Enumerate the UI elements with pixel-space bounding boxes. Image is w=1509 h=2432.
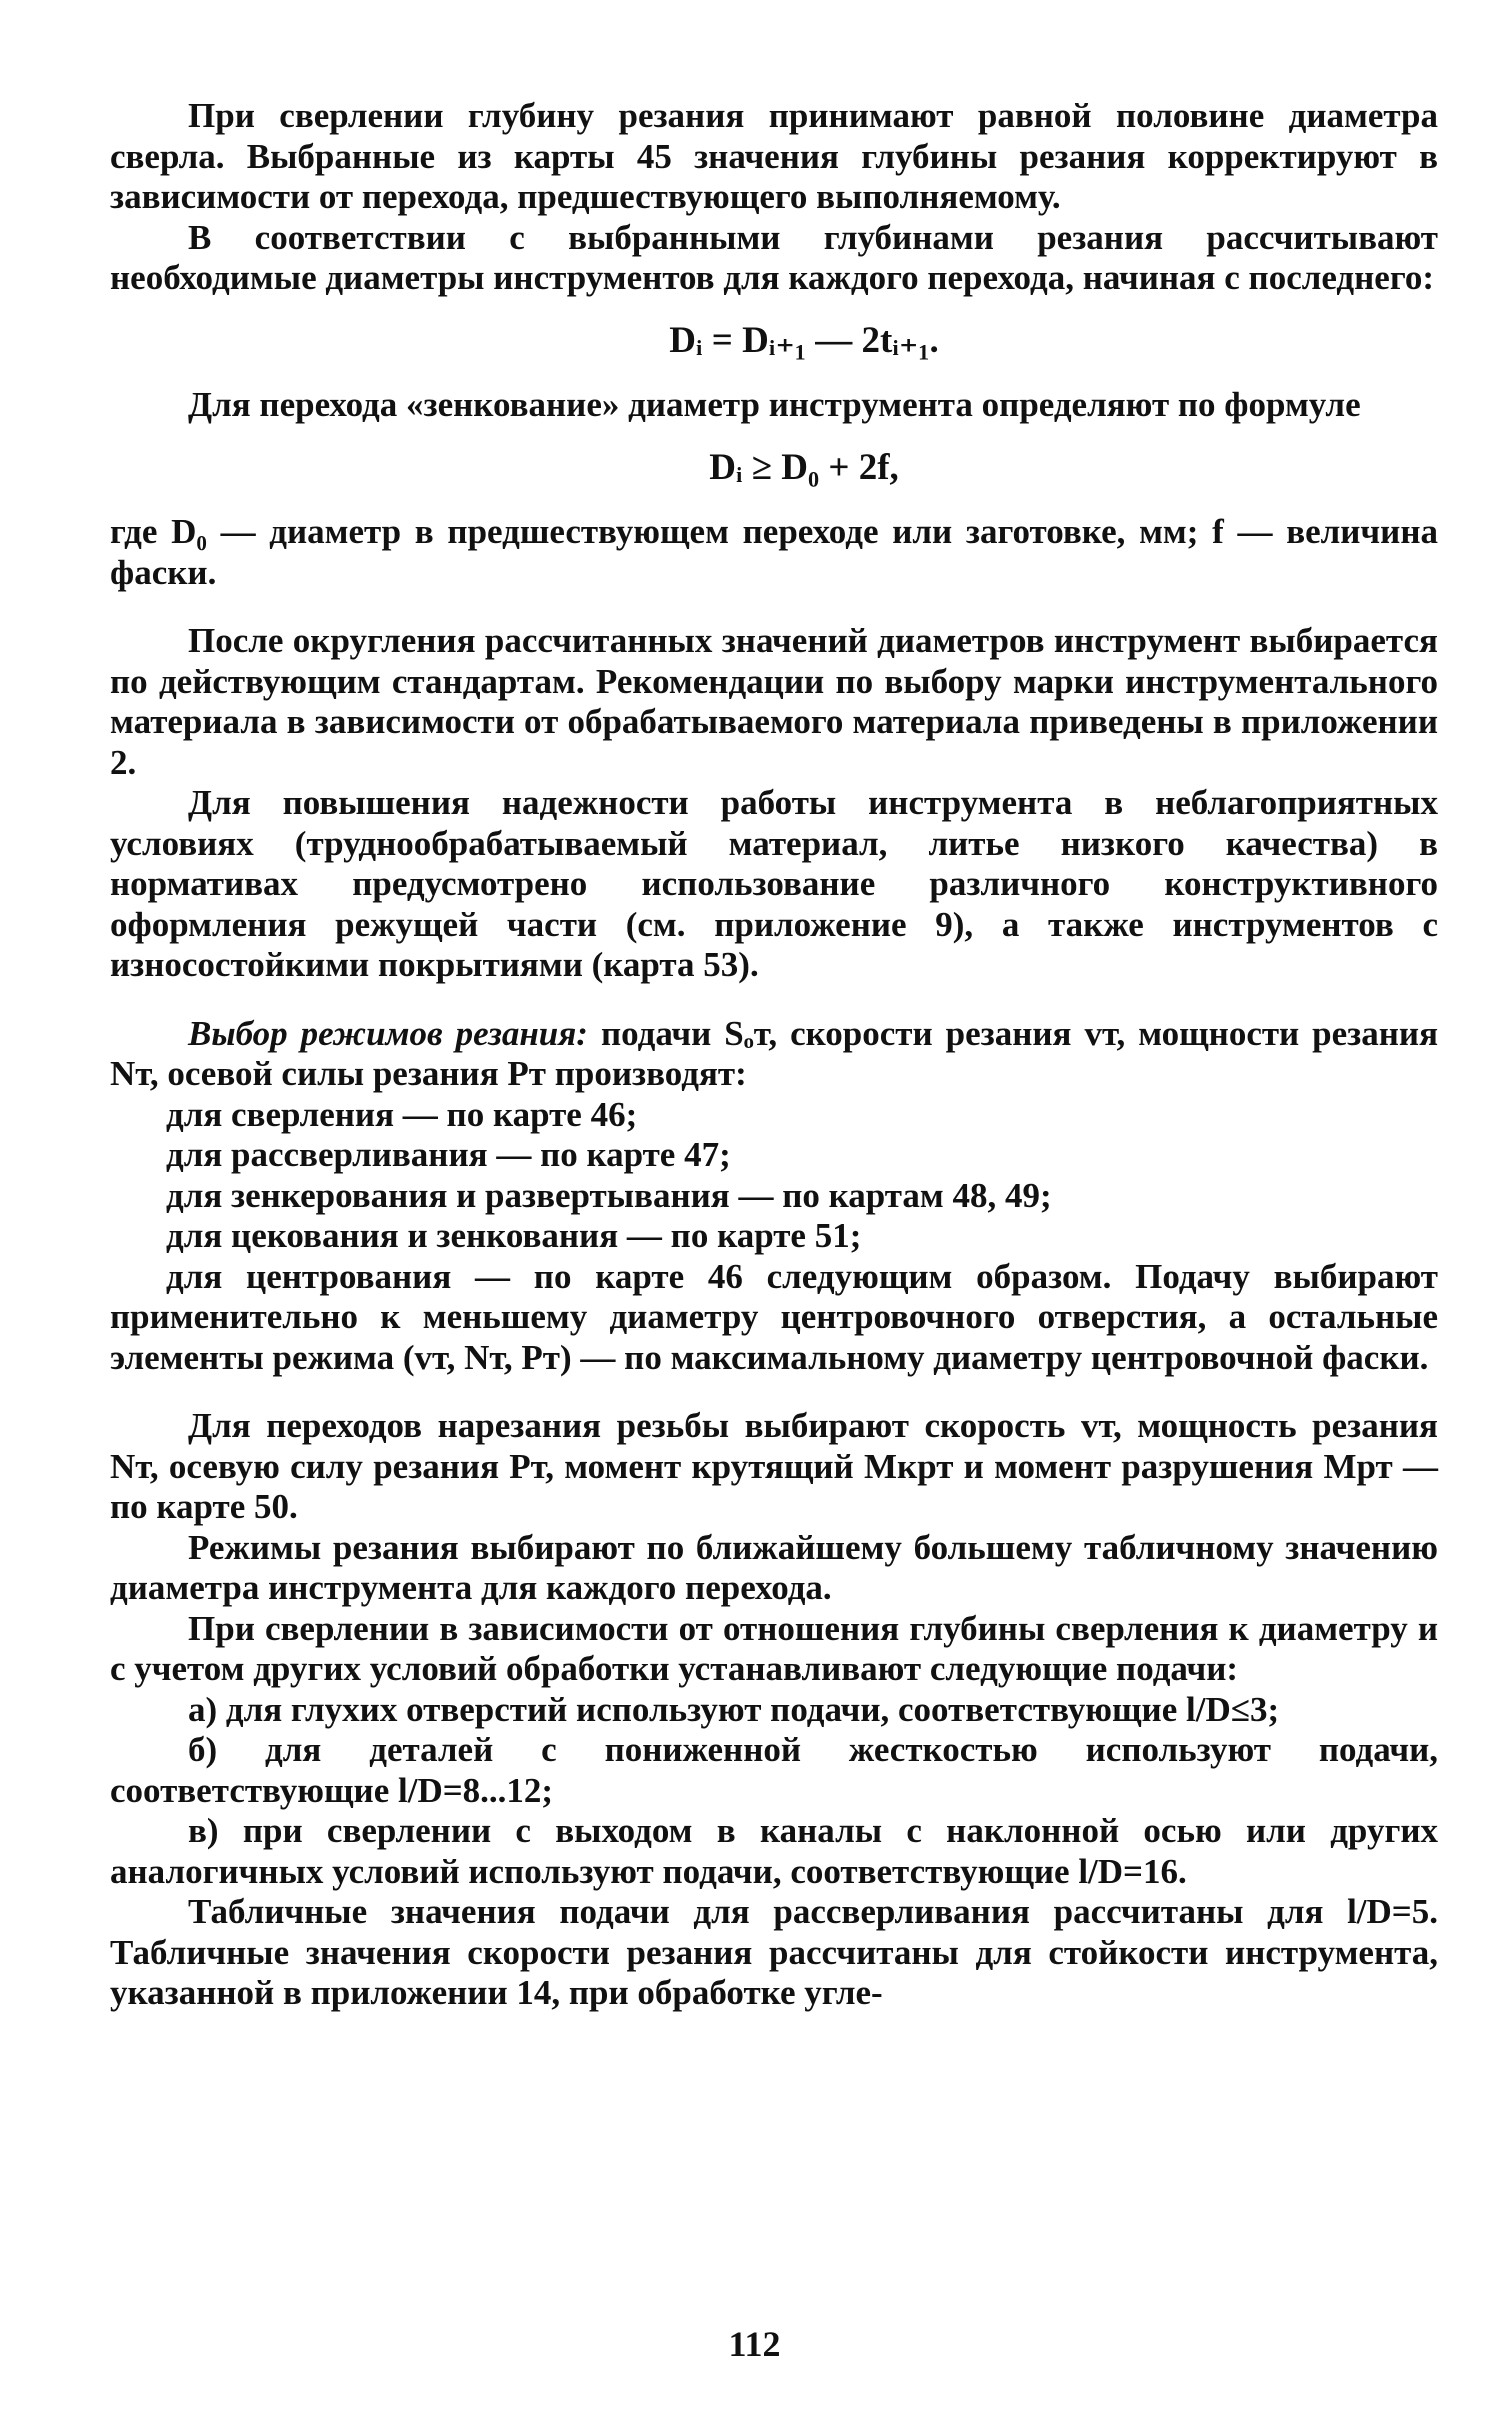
paragraph: где D₀ — диаметр в предшествующем переходе или заготовке, мм; f — величина фаски. — [110, 512, 1438, 592]
paragraph: В соответствии с выбранными глубинами резания рассчитывают необходимые диаметры инструментов для каждого перехода, начиная с последнего: — [110, 217, 1438, 297]
list-item: для рассверливания — по карте 47; — [166, 1135, 731, 1174]
formula-countersink: Dᵢ ≥ D₀ + 2f, — [709, 446, 899, 488]
paragraph: При сверлении глубину резания принимают равной половине диаметра сверла. Выбранные из карты 45 значения глубины резания корректируют в зависимости от перехода, предшествующего выполняемому. — [110, 96, 1438, 216]
document-body — [110, 96, 1438, 2014]
list-item: для сверления — по карте 46; — [166, 1094, 638, 1134]
paragraph: для центрования — по карте 46 следующим образом. Подачу выбирают применительно к меньшему диаметру центровочного отверстия, а остальные элементы режима (vт, Nт, Pт) — по максимальному диаметру центровочной фаски. — [110, 1256, 1438, 1377]
paragraph-text: подачи Sₒт, скорости резания vт, мощности резания Nт, осевой силы резания Pт производят: — [110, 1013, 1439, 1093]
paragraph: При сверлении в зависимости от отношения глубины сверления к диаметру и с учетом других условий обработки устанавливают следующие подачи: — [110, 1608, 1438, 1688]
list-item: в) при сверлении с выходом в каналы с наклонной осью или других аналогичных условий используют подачи, соответствующие l/D=16. — [110, 1811, 1438, 1891]
paragraph: Табличные значения подачи для рассверливания рассчитаны для l/D=5. Табличные значения скорости резания рассчитаны для стойкости инструмента, указанной в приложении 14, при обработке угле- — [110, 1892, 1438, 2012]
list-item: для цекования и зенкования — по карте 51; — [166, 1216, 862, 1255]
page-number: 112 — [728, 2324, 781, 2364]
list-item: б) для деталей с пониженной жесткостью используют подачи, соответствующие l/D=8...12; — [110, 1730, 1438, 1810]
list-item: а) для глухих отверстий используют подачи, соответствующие l/D≤3; — [188, 1689, 1280, 1729]
paragraph: Для перехода «зенкование» диаметр инструмента определяют по формуле — [188, 385, 1361, 424]
list-item: для зенкерования и развертывания — по картам 48, 49; — [166, 1175, 1052, 1215]
paragraph: После округления рассчитанных значений диаметров инструмент выбирается по действующим стандартам. Рекомендации по выбору марки инструментального материала в зависимости от обрабатываемого материала приведены в приложении 2. — [110, 621, 1438, 782]
emphasis-heading: Выбор режимов резания: — [188, 1013, 588, 1053]
paragraph: Режимы резания выбирают по ближайшему большему табличному значению диаметра инструмента для каждого перехода. — [110, 1527, 1438, 1607]
paragraph-modes — [110, 1014, 1438, 1095]
paragraph: Для повышения надежности работы инструмента в неблагоприятных условиях (труднообрабатываемый материал, литье низкого качества) в нормативах предусмотрено использование различного конструктивного оформления режущей части (см. приложение 9), а также инструментов с износостойкими покрытиями (карта 53). — [110, 783, 1438, 984]
formula-diameter: Dᵢ = Dᵢ₊₁ — 2tᵢ₊₁. — [669, 319, 939, 361]
paragraph: Для переходов нарезания резьбы выбирают скорость vт, мощность резания Nт, осевую силу резания Pт, момент крутящий Mкрт и момент разрушения Mрт — по карте 50. — [110, 1406, 1438, 1526]
